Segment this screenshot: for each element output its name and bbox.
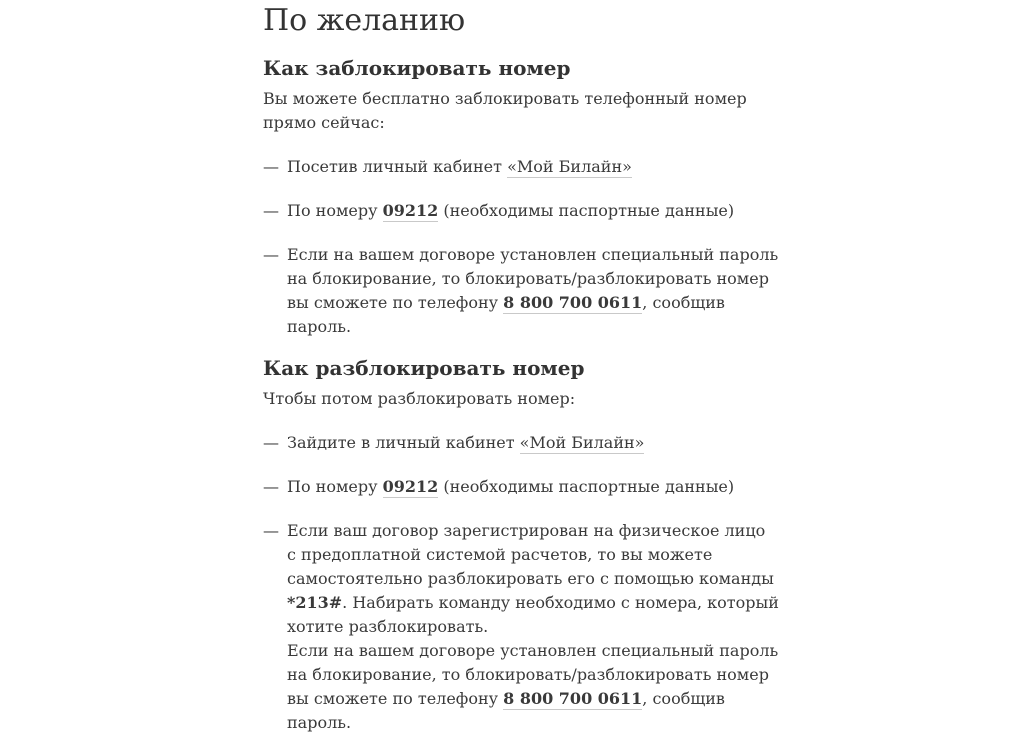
item-list <box>263 431 779 735</box>
list-item-dash: — <box>263 521 279 540</box>
list-item-dash: — <box>263 157 279 176</box>
text-run: Если на вашем договоре установлен специальный пароль на блокирование, то блокировать/разблокировать номер вы сможете по телефону <box>287 641 779 708</box>
text-run: Зайдите в личный кабинет <box>287 433 520 452</box>
section-heading: Как заблокировать номер <box>263 56 571 80</box>
number-09212-link[interactable]: 09212 <box>382 477 439 496</box>
section-intro: Чтобы потом разблокировать номер: <box>263 389 576 408</box>
my-beeline-link[interactable]: «Мой Билайн» <box>507 157 632 176</box>
list-item <box>263 155 779 179</box>
list-item-dash: — <box>263 477 279 496</box>
text-run: Посетив личный кабинет <box>287 157 508 176</box>
section-intro: Вы можете бесплатно заблокировать телефонный номер прямо сейчас: <box>263 89 747 132</box>
article-content <box>263 0 779 735</box>
bold-text-run: *213# <box>287 593 343 612</box>
list-item-dash: — <box>263 245 279 264</box>
text-run: Если на вашем договоре установлен специальный пароль на блокирование, то блокировать/разблокировать номер вы сможете по телефону <box>287 245 779 312</box>
number-09212-link[interactable]: 09212 <box>382 201 439 220</box>
list-item-dash: — <box>263 433 279 452</box>
text-run: По номеру <box>287 477 383 496</box>
list-item-dash: — <box>263 201 279 220</box>
phone-8800-link[interactable]: 8 800 700 0611 <box>503 293 643 312</box>
section-block-number <box>263 55 779 339</box>
list-item <box>263 519 779 735</box>
list-item <box>263 243 779 339</box>
page-title: По желанию <box>263 3 466 38</box>
phone-8800-link[interactable]: 8 800 700 0611 <box>503 689 643 708</box>
text-run: (необходимы паспортные данные) <box>438 477 735 496</box>
section-heading: Как разблокировать номер <box>263 356 585 380</box>
text-run: , сообщив пароль. <box>287 293 725 336</box>
list-item <box>263 199 779 223</box>
my-beeline-link[interactable]: «Мой Билайн» <box>519 433 645 452</box>
list-item <box>263 431 779 455</box>
text-run: , сообщив пароль. <box>287 689 725 732</box>
item-list <box>263 155 779 339</box>
text-run: . Набирать команду необходимо с номера, который хотите разблокировать. <box>287 593 779 636</box>
list-item <box>263 475 779 499</box>
text-run: Если ваш договор зарегистрирован на физическое лицо с предоплатной системой расчетов, то вы можете самостоятельно разблокировать его с помощью команды <box>287 521 774 588</box>
text-run: (необходимы паспортные данные) <box>438 201 735 220</box>
section-unblock-number <box>263 355 779 735</box>
text-run: По номеру <box>287 201 383 220</box>
